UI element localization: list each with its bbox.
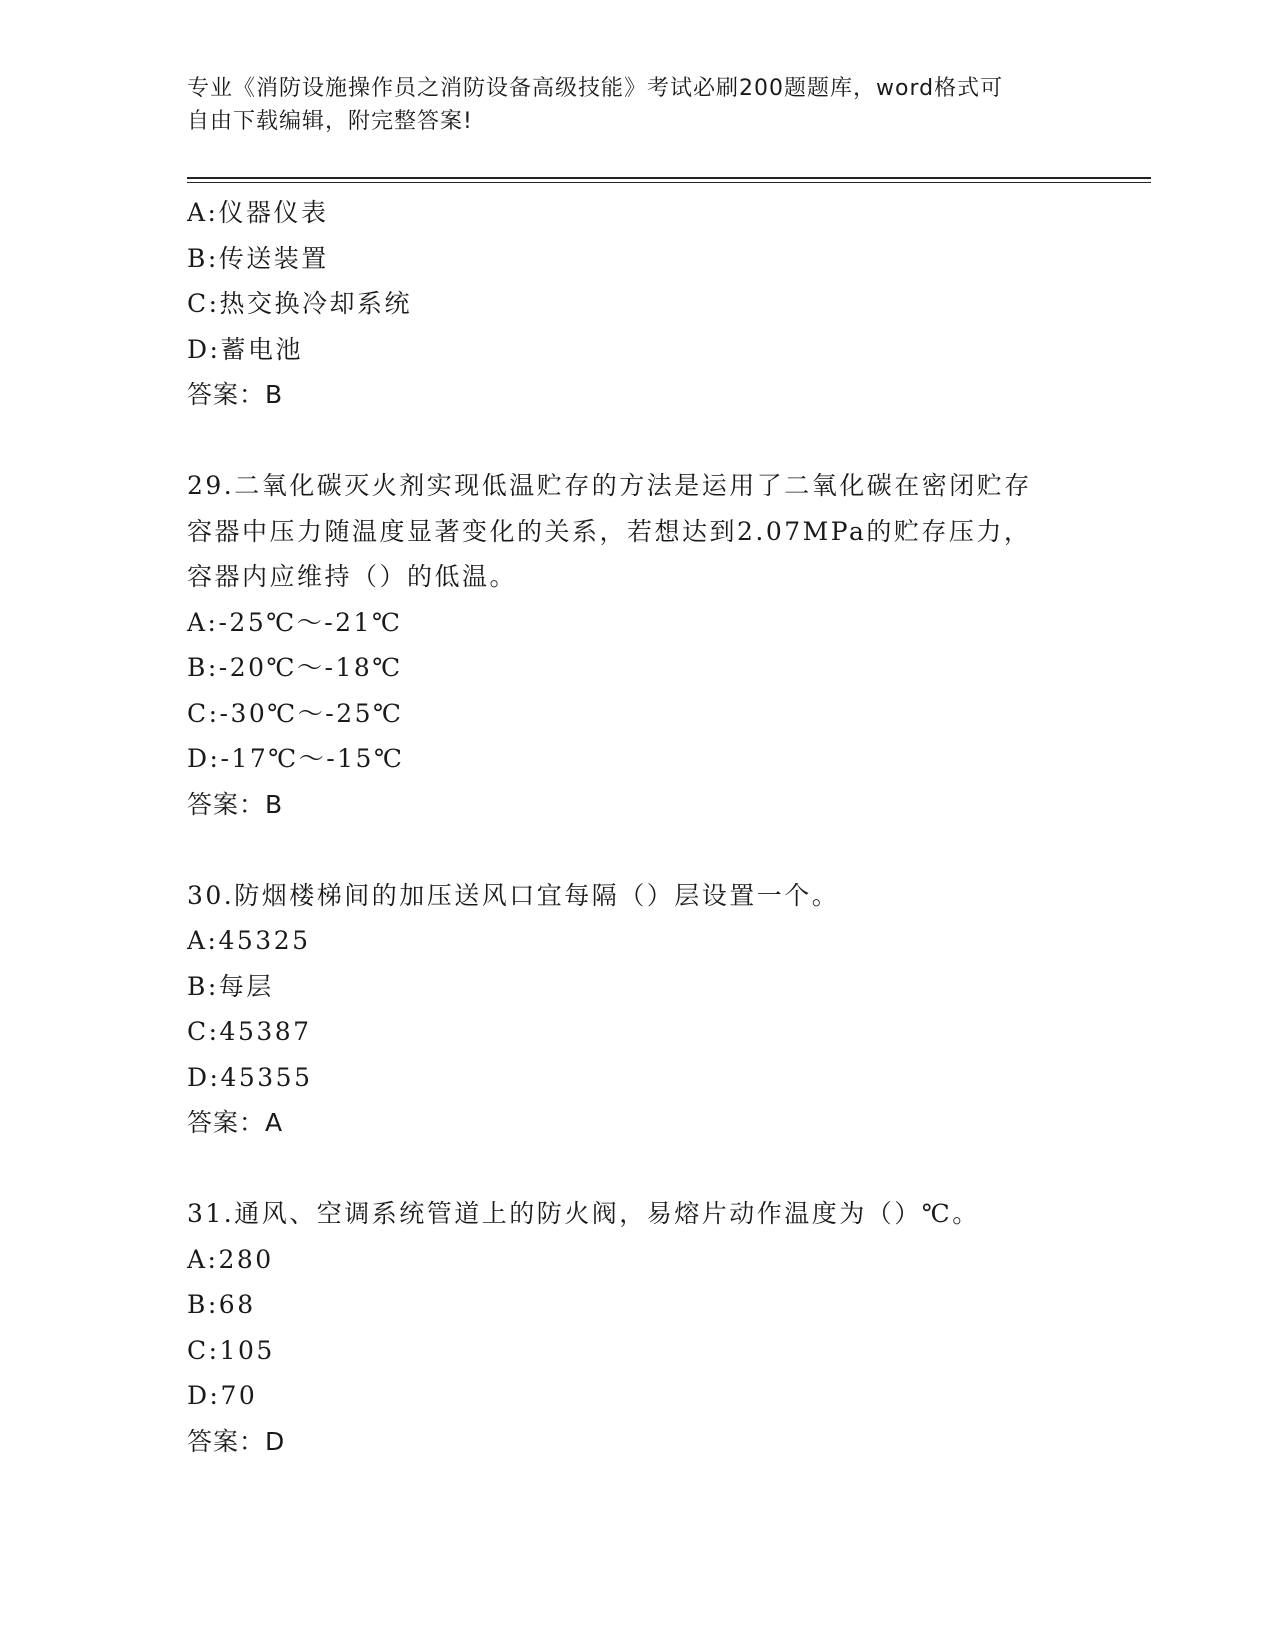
header-line-2: 自由下载编辑，附完整答案! <box>187 109 473 134</box>
answer-line: 答案：D <box>187 1426 286 1456</box>
question-text-line: 30.防烟楼梯间的加压送风口宜每隔（）层设置一个。 <box>187 880 840 910</box>
option-a: A:仪器仪表 <box>187 198 329 227</box>
option-b: B:-20℃～-18℃ <box>187 653 403 682</box>
question-text-line: 容器内应维持（）的低温。 <box>187 562 518 591</box>
header-divider-thin <box>187 182 1151 183</box>
answer-line: 答案：B <box>187 789 284 819</box>
block-spacer <box>187 827 1087 873</box>
option-c: C:-30℃～-25℃ <box>187 698 404 728</box>
question-block <box>187 1191 1087 1464</box>
question-text-line: 31.通风、空调系统管道上的防火阀，易熔片动作温度为（）℃。 <box>187 1199 980 1228</box>
option-d: D:-17℃～-15℃ <box>187 744 405 773</box>
question-text-line: 容器中压力随温度显著变化的关系，若想达到2.07MPa的贮存压力， <box>187 516 1032 546</box>
question-block <box>187 463 1087 827</box>
option-d: D:70 <box>187 1381 258 1410</box>
question-text-line: 29.二氧化碳灭火剂实现低温贮存的方法是运用了二氧化碳在密闭贮存 <box>187 471 1032 500</box>
question-block <box>187 873 1087 1146</box>
option-d: D:45355 <box>187 1062 313 1092</box>
option-a: A:45325 <box>187 926 311 955</box>
option-d: D:蓄电池 <box>187 334 303 364</box>
option-c: C:热交换冷却系统 <box>187 289 413 318</box>
document-header <box>187 72 1067 138</box>
option-c: C:45387 <box>187 1017 312 1046</box>
block-spacer <box>187 1146 1087 1192</box>
option-b: B:68 <box>187 1290 256 1319</box>
question-block <box>187 190 1087 418</box>
option-b: B:每层 <box>187 971 274 1001</box>
answer-line: 答案：A <box>187 1108 284 1137</box>
answer-line: 答案：B <box>187 380 284 409</box>
header-divider-thick <box>187 177 1151 179</box>
option-a: A:-25℃～-21℃ <box>187 607 403 637</box>
option-c: C:105 <box>187 1335 275 1365</box>
option-b: B:传送装置 <box>187 243 329 273</box>
header-line-1: 专业《消防设施操作员之消防设备高级技能》考试必刷200题题库，word格式可 <box>187 76 1004 101</box>
option-a: A:280 <box>187 1244 274 1274</box>
question-list <box>187 190 1087 1464</box>
block-spacer <box>187 418 1087 464</box>
